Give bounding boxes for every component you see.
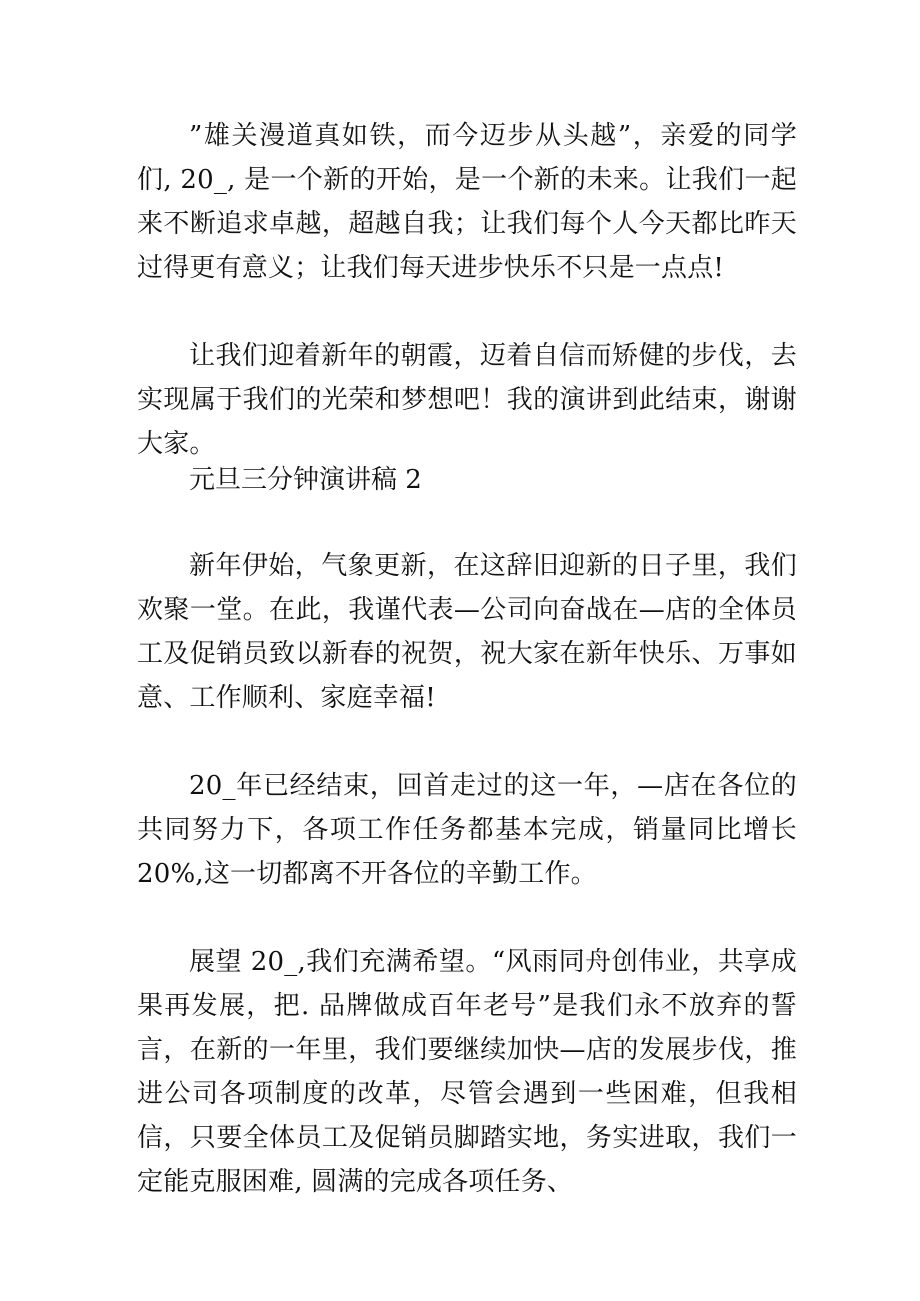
paragraph-closing-quote: ”雄关漫道真如铁，而今迈步从头越”，亲爱的同学们, 20_, 是一个新的开始，是一个新的未来。让我们一起来不断追求卓越，超越自我；让我们每个人今天都比昨天过得更有意义；让我们每天进步快乐不只是一点点! <box>137 121 797 283</box>
paragraph-closing-thanks: 让我们迎着新年的朝霞，迈着自信而矫健的步伐，去实现属于我们的光荣和梦想吧！我的演讲到此结束，谢谢大家。 <box>137 341 797 459</box>
paragraph-new-year-greeting: 新年伊始，气象更新，在这辞旧迎新的日子里，我们欢聚一堂。在此，我谨代表—公司向奋战在—店的全体员工及促销员致以新春的祝贺，祝大家在新年快乐、万事如意、工作顺利、家庭幸福! <box>137 551 797 713</box>
section-title: 元旦三分钟演讲稿 2 <box>189 465 422 495</box>
paragraph-year-review: 20_年已经结束，回首走过的这一年，—店在各位的共同努力下，各项工作任务都基本完成，销量同比增长 20%,这一切都离不开各位的辛勤工作。 <box>137 771 797 889</box>
paragraph-outlook: 展望 20_,我们充满希望。“风雨同舟创伟业，共享成果再发展，把. 品牌做成百年老号”是我们永不放弃的誓言，在新的一年里，我们要继续加快—店的发展步伐，推进公司各项制度的改革，尽管会遇到一些困难，但我相信，只要全体员工及促销员脚踏实地，务实进取，我们一定能克服困难, 圆满的完成各项任务、 <box>137 947 797 1197</box>
